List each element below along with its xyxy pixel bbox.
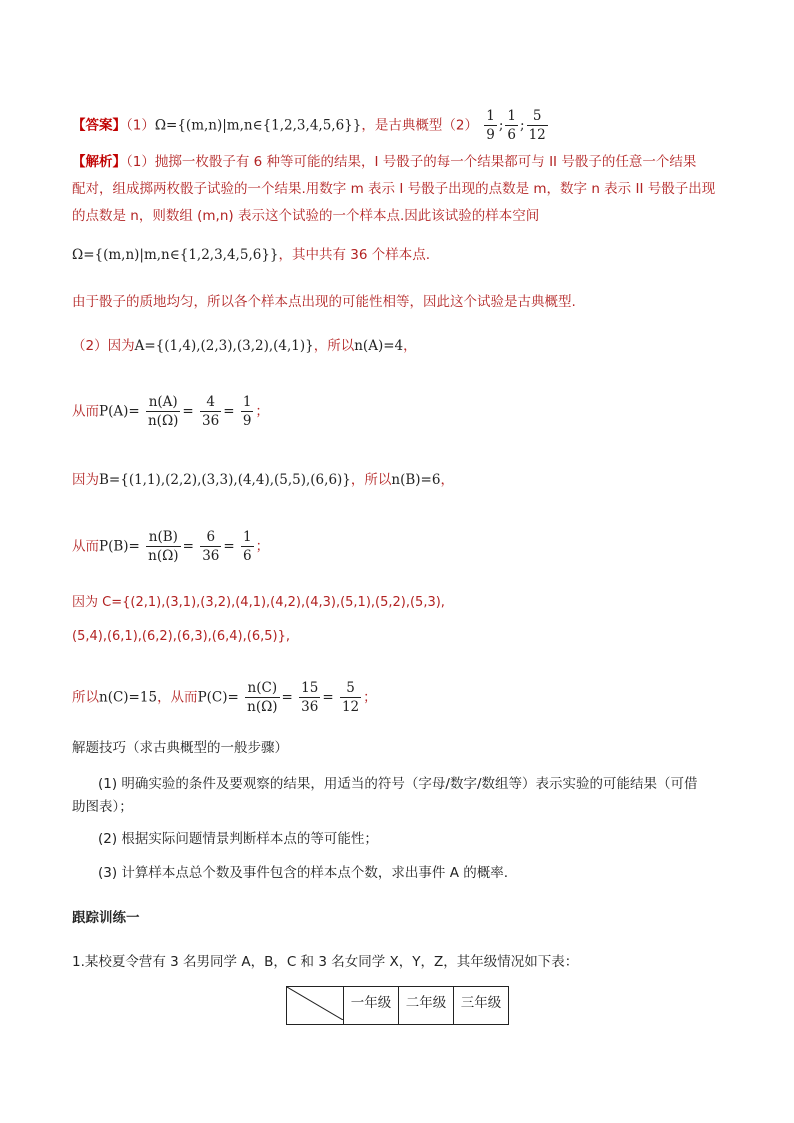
therefore-c: ，从而 xyxy=(157,689,198,706)
part2-prefix: （2）因为 xyxy=(72,338,135,354)
tips-title: 解题技巧（求古典概型的一般步骤） xyxy=(72,740,288,756)
grade-table xyxy=(286,986,509,1025)
prob-c-line: 所以n(C)=15，从而P(C)= $\frac{n(C)}{n(\Omega)}$ = $\frac{15}{36}$ = $\frac{5}{12}$ ； xyxy=(72,680,377,715)
sample-space-formula: Ω={(m,n)|m,n∈{1,2,3,4,5,6}} xyxy=(72,247,279,263)
exercise-question-1: 1.某校夏令营有 3 名男同学 A，B，C 和 3 名女同学 X，Y，Z，其年级情况如下表： xyxy=(72,954,579,970)
comma-a: ， xyxy=(403,338,417,354)
answer-fraction-1: $\frac{1}{9}$ xyxy=(486,108,495,143)
prob-a-line: 从而P(A)= $\frac{n(A)}{n(\Omega)}$ = $\frac{4}{36}$ = $\frac{1}{9}$ ； xyxy=(72,394,269,429)
diagonal-line-icon xyxy=(287,987,343,1020)
pb-fraction-result: $\frac{1}{6}$ xyxy=(242,529,252,564)
semicolon-a: ； xyxy=(255,403,269,420)
semicolon-b: ； xyxy=(255,538,270,555)
exercise-title: 跟踪训练一 xyxy=(72,910,140,926)
pc-fraction-result: $\frac{5}{12}$ xyxy=(341,680,360,715)
analysis-bracket: 【解析】 xyxy=(72,154,126,170)
analysis-line-3: 的点数是 n，则数组 (m,n) 表示这个试验的一个样本点.因此该试验的样本空间 xyxy=(72,208,540,224)
tips-step-3: (3) 计算样本点总个数及事件包含的样本点个数，求出事件 A 的概率. xyxy=(98,865,509,881)
pc-fraction-mid: $\frac{15}{36}$ xyxy=(301,680,319,715)
answer-line xyxy=(72,107,550,144)
pa-lhs: P(A)= xyxy=(99,403,140,420)
prob-b-line: 从而P(B)= $\frac{n(B)}{n(\Omega)}$ = $\frac{6}{36}$ = $\frac{1}{6}$ ； xyxy=(72,529,270,564)
pa-fraction-def: $\frac{n(A)}{n(\Omega)}$ xyxy=(147,394,179,429)
pa-fraction-mid: $\frac{4}{36}$ xyxy=(202,394,220,429)
table-corner-cell xyxy=(287,987,344,1025)
set-c-line-2: (5,4),(6,1),(6,2),(6,3),(6,4),(6,5)}, xyxy=(72,629,290,644)
na-value: n(A)=4 xyxy=(354,338,404,354)
tips-step-1a: (1) 明确实验的条件及要观察的结果，用适当的符号（字母/数字/数组等）表示实验的可能结果（可借 xyxy=(98,776,698,792)
table-header-cell: 二年级 xyxy=(399,987,454,1025)
therefore-a: 从而 xyxy=(72,403,99,420)
analysis-line-2: 配对，组成掷两枚骰子试验的一个结果.用数字 m 表示 I 号骰子出现的点数是 m，数字 n 表示 II 号骰子出现 xyxy=(72,181,716,197)
pa-fraction-result: $\frac{1}{9}$ xyxy=(242,394,252,429)
pc-fraction-def: $\frac{n(C)}{n(\Omega)}$ xyxy=(247,680,278,715)
nc-value: n(C)=15 xyxy=(99,689,158,706)
so-text-b: ，所以 xyxy=(350,472,392,488)
set-c-line-1: 因为 C={(2,1),(3,1),(3,2),(4,1),(4,2),(4,3),(5,1),(5,2),(5,3), xyxy=(72,595,445,610)
table-row xyxy=(287,987,509,1025)
tips-step-1b: 助图表）； xyxy=(72,799,133,815)
analysis-line-1 xyxy=(72,152,696,172)
answer-fraction-3: $\frac{5}{12}$ xyxy=(528,108,546,143)
therefore-b: 从而 xyxy=(72,538,99,555)
answer-fraction-2: $\frac{1}{6}$ xyxy=(507,108,516,143)
set-b-line xyxy=(72,470,454,490)
answer-bracket: 【答案】 xyxy=(72,117,126,134)
analysis-text-1: （1）抛掷一枚骰子有 6 种等可能的结果，I 号骰子的每一个结果都可与 II 号骰子的任意一个结果 xyxy=(126,154,697,170)
set-a-line xyxy=(72,336,417,356)
answer-sep-2: ; xyxy=(520,117,525,134)
so-text-a: ，所以 xyxy=(313,338,355,354)
answer-classic-text: ，是古典概型（2） xyxy=(361,117,478,134)
analysis-line-4 xyxy=(72,245,430,265)
pb-lhs: P(B)= xyxy=(99,538,140,555)
table-header-cell: 三年级 xyxy=(454,987,509,1025)
comma-b: ， xyxy=(440,472,454,488)
nb-value: n(B)=6 xyxy=(391,472,441,488)
pb-fraction-def: $\frac{n(B)}{n(\Omega)}$ xyxy=(148,529,179,564)
set-b: B={(1,1),(2,2),(3,3),(4,4),(5,5),(6,6)} xyxy=(99,472,351,488)
tips-step-2: (2) 根据实际问题情景判断样本点的等可能性； xyxy=(98,831,378,847)
answer-part1-label: （1） xyxy=(126,117,155,134)
because-b: 因为 xyxy=(72,472,99,488)
set-a: A={(1,4),(2,3),(3,2),(4,1)} xyxy=(134,338,314,354)
analysis-line-5: 由于骰子的质地均匀，所以各个样本点出现的可能性相等，因此这个试验是古典概型. xyxy=(72,294,576,310)
so-prefix-c: 所以 xyxy=(72,689,99,706)
answer-omega-formula: Ω={(m,n)|m,n∈{1,2,3,4,5,6}} xyxy=(154,117,362,134)
answer-sep-1: ; xyxy=(498,117,504,134)
pc-lhs: P(C)= xyxy=(197,689,239,706)
semicolon-c: ； xyxy=(363,689,377,706)
pb-fraction-mid: $\frac{6}{36}$ xyxy=(202,529,220,564)
table-header-cell: 一年级 xyxy=(344,987,399,1025)
sample-space-count: ，其中共有 36 个样本点. xyxy=(278,247,431,263)
